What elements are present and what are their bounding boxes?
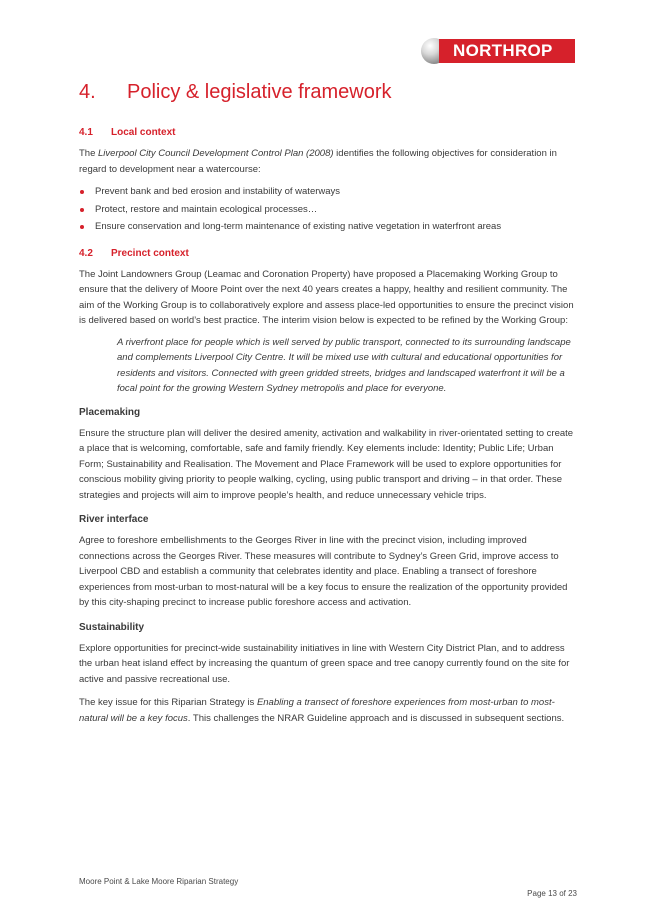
subsection-title: Local context (111, 127, 176, 138)
key-issue-text: The key issue for this Riparian Strategy is (79, 697, 257, 708)
logo-wordmark: NORTHROP (439, 39, 575, 63)
placemaking-heading: Placemaking (79, 406, 141, 418)
page-content (79, 78, 579, 726)
list-item (79, 184, 579, 200)
precinct-context-intro: The Joint Landowners Group (Leamac and Coronation Property) have proposed a Placemaking Working Group to ensure that the delivery of Moore Point over the next 40 years creates a happy, healthy and resilient community. The aim of the Working Group is to collaboratively explore and assess place-led opportunities to ensure the precinct vision is delivered based on world’s best practice. The interim vision below is expected to be refined by the Working Group: (79, 268, 574, 326)
northrop-logo (421, 38, 575, 64)
bullet-icon (80, 190, 84, 194)
subsection-number: 4.1 (79, 127, 93, 138)
subsection-heading-4-1 (79, 126, 579, 140)
river-interface-heading: River interface (79, 514, 149, 525)
sustainability-heading: Sustainability (79, 621, 145, 633)
list-item-text: Prevent bank and bed erosion and instability of waterways (95, 186, 341, 197)
dcp-reference: Liverpool City Council Development Control Plan (2008) (98, 148, 334, 159)
footer-document-title: Moore Point & Lake Moore Riparian Strategy (79, 877, 239, 886)
list-item (79, 219, 579, 235)
section-number: 4. (79, 81, 96, 103)
key-issue-text-continued: . This challenges the NRAR Guideline approach and is discussed in subsequent sections. (187, 712, 565, 724)
local-context-intro (79, 146, 579, 177)
list-item-text: Ensure conservation and long-term maintenance of existing native vegetation in waterfront areas (95, 221, 502, 232)
list-item (79, 202, 579, 218)
river-interface-body: Agree to foreshore embellishments to the Georges River in line with the precinct vision, including improved connections across the Georges River. These measures will contribute to Sydney’s Green Grid, improve access to Liverpool CBD and establish a community that celebrates identity and place. Enabling a transect of foreshore experiences from most-urban to most-natural will be a key focus to ensure the realization of the opportunity provided by this city-shaping precinct to increase public foreshore access and activation. (79, 535, 568, 608)
footer-page-number: Page 13 of 23 (527, 889, 577, 898)
bullet-icon (80, 208, 84, 212)
subsection-number: 4.2 (79, 247, 93, 259)
list-item-text: Protect, restore and maintain ecological processes… (95, 203, 318, 215)
intro-text: The (79, 148, 99, 159)
placemaking-body: Ensure the structure plan will deliver the desired amenity, activation and walkability in river-orientated setting to create a place that is welcoming, comfortable, safe and family friendly. Key elements include: Identity; Public Life; Urban Form; Sustainability and Realisation. The Movement and Place Framework will be used to explore opportunities for conscious mobility giving priority to people walking, cycling, using public transport and driving – in that order. These strategies and projects will aim to improve people’s health, and reduce unnecessary vehicle trips. (79, 427, 574, 501)
page-title (79, 78, 579, 108)
subsection-title: Precinct context (111, 247, 189, 259)
objectives-list (79, 184, 579, 235)
subsection-heading-4-2 (79, 247, 579, 261)
vision-quote: A riverfront place for people which is well served by public transport, connected to its surrounding landscape and complements Liverpool City Centre. It will be mixed use with cultural and educational opportunities for residents and visitors. Connected with green gridded streets, bridges and landscaped waterfront it will be a focal point for the growing Western Sydney metropolis and place for everyone. (117, 336, 571, 394)
intro-text-continued: identifies the following objectives for consideration in regard to development near a watercourse: (79, 148, 557, 175)
sustainability-body: Explore opportunities for precinct-wide sustainability initiatives in line with Western City District Plan, and to address the urban heat island effect by increasing the quantum of green space and tree canopy currently found on the site for active and passive recreational use. (79, 642, 570, 685)
section-title: Policy & legislative framework (127, 81, 392, 103)
key-issue-emphasis: Enabling a transect of foreshore experiences from most-urban to most-natural will be a key focus (79, 697, 555, 724)
key-issue-paragraph (79, 695, 579, 726)
bullet-icon (80, 225, 84, 229)
